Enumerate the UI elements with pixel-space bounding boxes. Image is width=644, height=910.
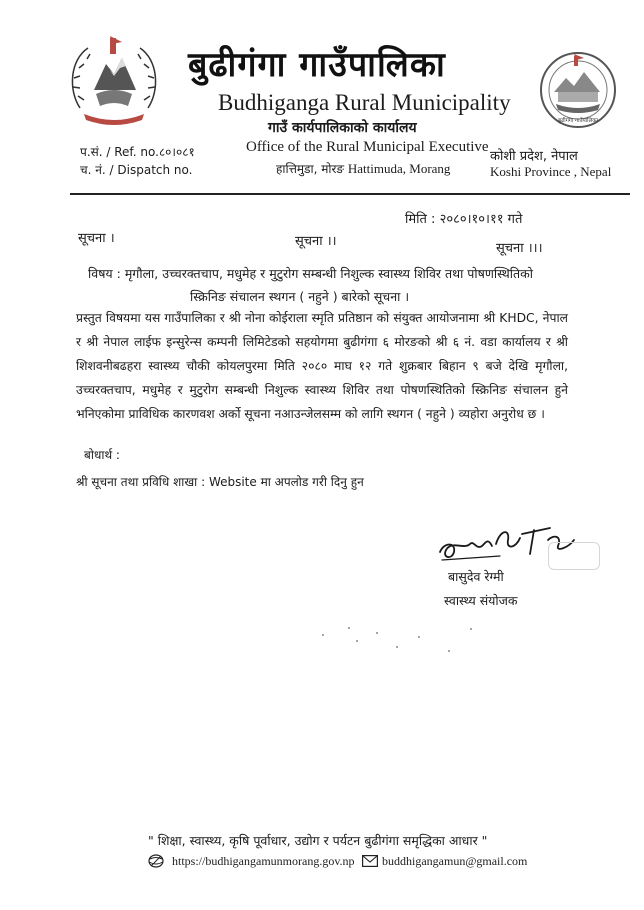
dispatch-number: च. नं. / Dispatch no. (80, 163, 193, 177)
globe-icon (148, 854, 164, 868)
mail-icon (362, 855, 378, 867)
cc-recipient: श्री सूचना तथा प्रविधि शाखा : Website मा अपलोड गरी दिनु हुन (76, 475, 364, 489)
notice-heading-2: सूचना ।। (295, 234, 337, 249)
cc-label: बोधार्थ : (84, 448, 120, 462)
signer-title: स्वास्थ्य संयोजक (444, 593, 518, 608)
scan-speck (448, 650, 450, 652)
subject-line-1: विषय : मृगौला, उच्चरक्तचाप, मधुमेह र मुटुरोग सम्बन्धी निशुल्क स्वास्थ्य शिविर तथा पोषणस्थितिको (88, 266, 533, 281)
address-nepali: हात्तिमुडा, मोरङ (276, 162, 345, 176)
signer-name: बासुदेव रेग्मी (448, 569, 504, 584)
scan-speck (396, 646, 398, 648)
office-name-nepali: गाउँ कार्यपालिकाको कार्यालय (268, 120, 417, 136)
municipality-seal-logo (538, 48, 618, 132)
email-address[interactable]: buddhigangamun@gmail.com (382, 854, 528, 868)
office-name-english: Office of the Rural Municipal Executive (246, 139, 489, 155)
municipality-name-english: Budhiganga Rural Municipality (218, 90, 511, 115)
scan-speck (376, 632, 378, 634)
website-url[interactable]: https://budhigangamunmorang.gov.np (172, 854, 355, 868)
subject (88, 262, 588, 308)
reference-number: प.सं. / Ref. no.८०।०८१ (80, 145, 195, 159)
header-divider (70, 193, 630, 195)
footer-email[interactable] (382, 854, 527, 869)
scan-speck (356, 640, 358, 642)
notice-heading-3: सूचना ।।। (496, 241, 543, 256)
footer-motto: " शिक्षा, स्वास्थ्य, कृषि पूर्वाधार, उद्योग र पर्यटन बुढीगंगा समृद्धिका आधार " (148, 833, 488, 848)
scan-speck (322, 634, 324, 636)
faded-stamp (548, 542, 600, 570)
subject-line-2: स्क्रिनिङ संचालन स्थगन ( नहुने ) बारेको सूचना । (190, 289, 410, 304)
letter-date: मिति : २०८०।१०।११ गते (405, 212, 523, 227)
letter-body: प्रस्तुत विषयमा यस गाउँपालिका र श्री नोना कोईराला स्मृति प्रतिष्ठान को संयुक्त आयोजनामा श्री KHDC, नेपाल र श्री नेपाल लाईफ इन्सुरेन्स कम्पनी लिमिटेडको सहयोगमा बुढीगंगा ६ मोरङको श्री ६ नं. वडा कार्यालय र श्री शिशवनीबढहरा स्वास्थ्य चौकी कोयलपुरमा मिति २०८० माघ १२ गते शुक्रबार बिहान ९ बजे देखि मृगौला, उच्चरक्तचाप, मधुमेह र मुटुरोग सम्बन्धी निशुल्क स्वास्थ्य शिविर तथा पोषणस्थितिको स्क्रिनिङ संचालन हुने भनिएकोमा प्राविधिक कारणवश अर्को सूचना नआउन्जेलसम्म को लागि स्थगन ( नहुने ) व्यहोरा अनुरोध छ । (76, 311, 568, 421)
footer-website[interactable] (172, 854, 355, 869)
svg-text:बुढीगंगा गाउँपालिका: बुढीगंगा गाउँपालिका (558, 118, 598, 124)
address-english: Hattimuda, Morang (347, 161, 451, 176)
scan-speck (418, 636, 420, 638)
notice-heading-1: सूचना । (78, 231, 115, 246)
municipality-name-nepali: बुढीगंगा गाउँपालिका (188, 45, 446, 85)
province-nepali: कोशी प्रदेश, नेपाल (490, 149, 578, 164)
office-address (276, 160, 450, 177)
province-english: Koshi Province , Nepal (490, 164, 612, 179)
nepal-emblem-logo (66, 30, 162, 130)
scan-speck (470, 628, 472, 630)
scan-speck (348, 627, 350, 629)
